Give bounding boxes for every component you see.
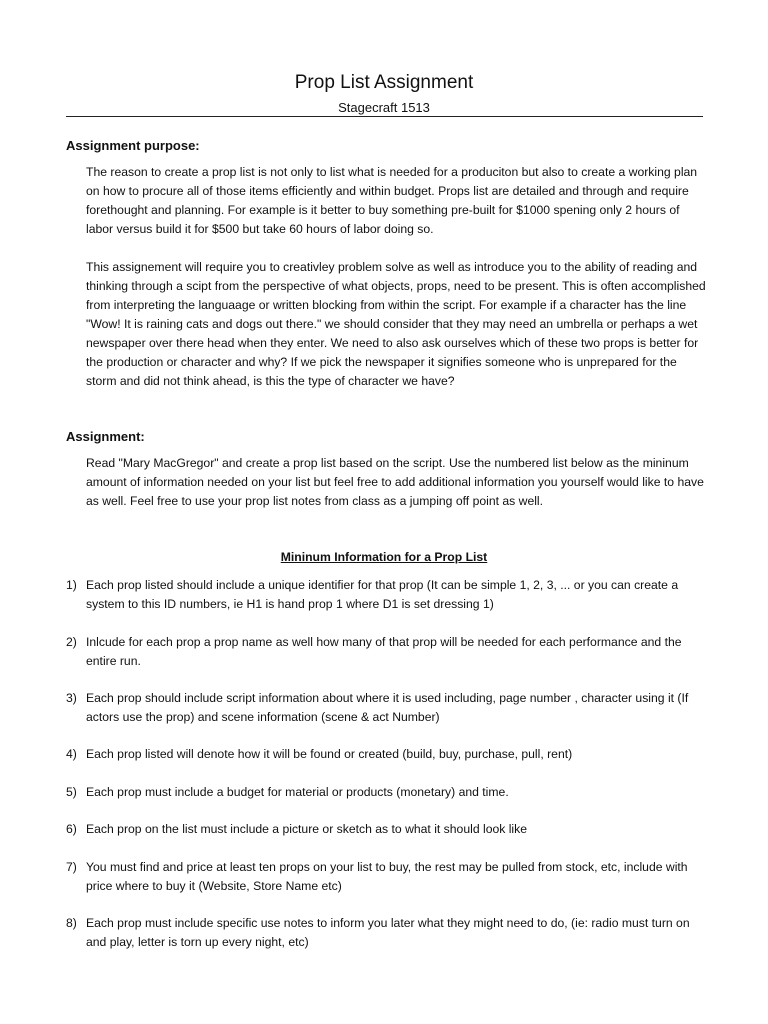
- list-item-text: Each prop must include a budget for material or products (monetary) and time.: [86, 785, 509, 799]
- list-item-number: 1): [66, 578, 77, 592]
- assignment-paragraph: Read "Mary MacGregor" and create a prop list based on the script. Use the numbered list below as the mininum amount of information needed on your list but feel free to add additional information you yourself would like to have as well. Feel free to use your prop list notes from class as a jumping off point as well.: [86, 456, 704, 508]
- list-item-number: 2): [66, 635, 77, 649]
- list-item-text: Inlcude for each prop a prop name as well how many of that prop will be needed for each performance and the entire run.: [86, 635, 682, 668]
- list-item-text: Each prop on the list must include a picture or sketch as to what it should look like: [86, 822, 528, 836]
- list-item-text: Each prop listed will denote how it will be found or created (build, buy, purchase, pull, rent): [86, 747, 573, 761]
- purpose-heading: Assignment purpose:: [66, 138, 200, 153]
- list-item-number: 3): [66, 691, 77, 705]
- list-item-text: You must find and price at least ten props on your list to buy, the rest may be pulled from stock, etc, include with price where to buy it (Website, Store Name etc): [86, 860, 688, 893]
- list-item-number: 8): [66, 916, 77, 930]
- list-item-number: 7): [66, 860, 77, 874]
- list-item-number: 5): [66, 785, 77, 799]
- list-item-text: Each prop should include script information about where it is used including, page number , character using it (If actors use the prop) and scene information (scene & act Number): [86, 691, 689, 724]
- document-title: Prop List Assignment: [294, 72, 474, 93]
- list-item-number: 4): [66, 747, 77, 761]
- title-divider: [66, 116, 703, 117]
- list-item-text: Each prop must include specific use notes to inform you later what they might need to do, (ie: radio must turn on and play, letter is torn up every night, etc): [86, 916, 690, 949]
- list-item-text: Each prop listed should include a unique identifier for that prop (It can be simple 1, 2, 3, ... or you can create a system to this ID numbers, ie H1 is hand prop 1 where D1 is set dressing 1): [86, 578, 679, 611]
- purpose-paragraph-1: The reason to create a prop list is not only to list what is needed for a produciton but also to create a working plan on how to procure all of those items efficiently and within budget. Props list are detailed and through and require forethought and planning. For example is it better to buy something pre-built for $1000 spening only 2 hours of labor versus build it for $500 but take 60 hours of labor doing so.: [86, 165, 698, 236]
- document-subtitle: Stagecraft 1513: [338, 100, 430, 115]
- list-item-number: 6): [66, 822, 77, 836]
- purpose-paragraph-2: This assignement will require you to creativley problem solve as well as introduce you to the ability of reading and thinking through a scipt from the perspective of what objects, props, need to be present. This is often accomplished from interpreting the languaage or written blocking from within the script. For example if a character has the line "Wow! It is raining cats and dogs out there." we should consider that they may need an umbrella or perhaps a wet newspaper over there head when they enter. We need to also ask ourselves which of these two props is better for the production or character and why? If we pick the newspaper it signifies someone who is unprepared for the storm and did not think ahead, is this the type of character we have?: [86, 260, 706, 388]
- assignment-heading: Assignment:: [66, 429, 145, 444]
- minimum-info-heading: Mininum Information for a Prop List: [280, 550, 488, 564]
